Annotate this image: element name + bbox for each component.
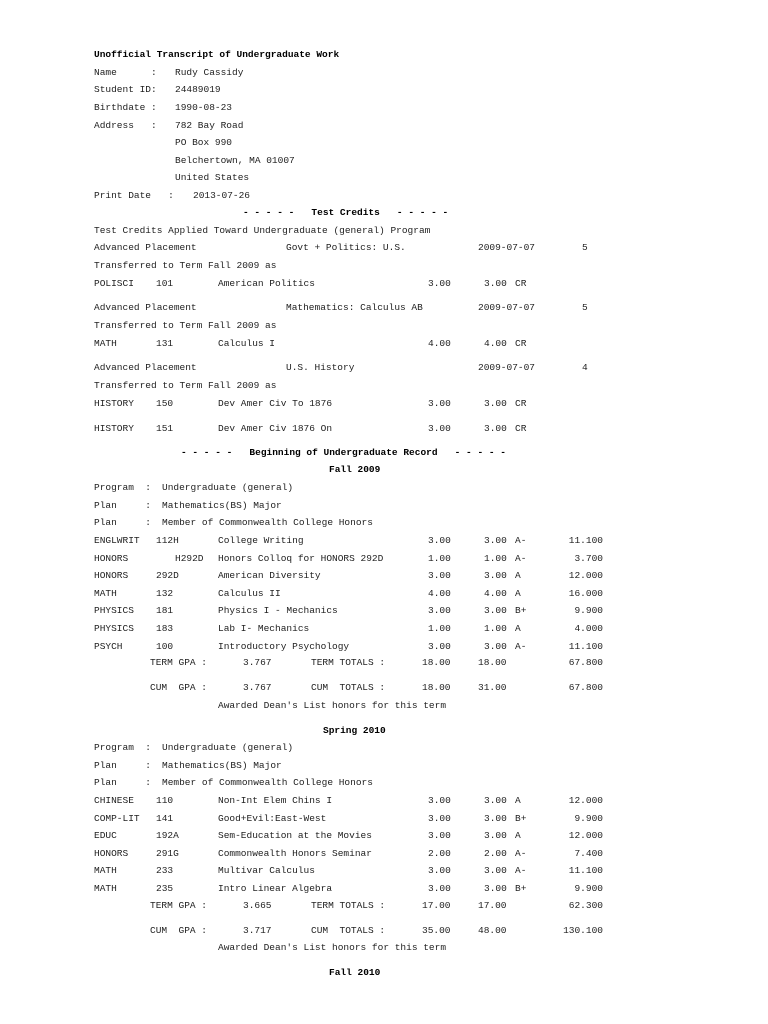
print-date: 2013-07-26	[193, 190, 251, 201]
course-attempted: 3.00	[428, 795, 451, 806]
course-earned: 3.00	[484, 423, 507, 434]
transferred-note: Transferred to Term Fall 2009 as	[94, 380, 277, 391]
cum-gpa-label: CUM GPA :	[150, 682, 208, 693]
course-title: Honors Colloq for HONORS 292D	[218, 552, 384, 564]
cum-gpa: 3.717	[243, 925, 272, 936]
course-number: 183	[156, 623, 174, 634]
course-attempted: 3.00	[428, 398, 451, 409]
cum-earned: 48.00	[478, 925, 507, 936]
record-header: - - - - - Beginning of Undergraduate Record - - - - -	[181, 447, 506, 458]
student-name: Rudy Cassidy	[175, 67, 244, 78]
course-title: Non-Int Elem Chins I	[218, 795, 333, 806]
course-subject: HISTORY	[94, 398, 134, 409]
course-grade: B+	[515, 605, 527, 617]
course-earned: 4.00	[484, 338, 507, 349]
course-number: 132	[156, 587, 174, 599]
test-score: 4	[582, 362, 588, 373]
course-number: 192A	[156, 830, 179, 841]
course-earned: 3.00	[484, 812, 507, 824]
program-value: Undergraduate (general)	[162, 482, 294, 493]
course-earned: 2.00	[484, 847, 507, 859]
course-earned: 3.00	[484, 882, 507, 894]
course-subject: CHINESE	[94, 795, 134, 806]
course-grade: A	[515, 795, 521, 806]
course-attempted: 4.00	[428, 338, 451, 349]
course-grade: CR	[515, 398, 527, 409]
course-subject: HONORS	[94, 552, 129, 564]
cum-totals-label: CUM TOTALS :	[311, 682, 386, 693]
course-number: 110	[156, 795, 174, 806]
term-points: 67.800	[568, 657, 603, 668]
course-subject: MATH	[94, 882, 117, 894]
test-exam: U.S. History	[286, 362, 355, 373]
course-attempted: 3.00	[428, 812, 451, 824]
cum-gpa-label: CUM GPA :	[150, 925, 208, 936]
cum-totals-label: CUM TOTALS :	[311, 925, 386, 936]
print-date-label: Print Date :	[94, 190, 174, 201]
course-grade: CR	[515, 423, 527, 434]
course-points: 9.900	[574, 605, 603, 617]
test-date: 2009-07-07	[478, 362, 536, 373]
term-earned: 17.00	[478, 900, 507, 911]
course-title: Sem-Education at the Movies	[218, 830, 372, 841]
test-source: Advanced Placement	[94, 242, 197, 253]
course-number: 141	[156, 812, 174, 824]
course-points: 9.900	[574, 812, 603, 824]
course-title: Good+Evil:East-West	[218, 812, 327, 824]
test-date: 2009-07-07	[478, 242, 536, 253]
test-credits-header: - - - - - Test Credits - - - - -	[243, 207, 449, 218]
course-attempted: 3.00	[428, 423, 451, 434]
course-subject: HISTORY	[94, 423, 134, 434]
course-points: 3.700	[574, 552, 603, 564]
test-score: 5	[582, 242, 588, 253]
course-number: 150	[156, 398, 174, 409]
plan-label: Plan :	[94, 777, 152, 788]
cum-points: 67.800	[568, 682, 603, 693]
course-title: Calculus II	[218, 587, 281, 599]
test-date: 2009-07-07	[478, 302, 536, 313]
course-points: 11.100	[568, 535, 603, 546]
course-attempted: 3.00	[428, 605, 451, 617]
course-subject: ENGLWRIT	[94, 535, 140, 546]
plan-label: Plan :	[94, 500, 152, 511]
course-subject: MATH	[94, 338, 117, 349]
plan-label: Plan :	[94, 760, 152, 771]
cum-points: 130.100	[563, 925, 603, 936]
course-number: 131	[156, 338, 174, 349]
course-earned: 3.00	[484, 535, 507, 546]
address-line: 782 Bay Road	[175, 120, 244, 131]
term-totals-label: TERM TOTALS :	[311, 657, 386, 668]
course-grade: A-	[515, 865, 527, 876]
course-grade: A	[515, 587, 521, 599]
document-title: Unofficial Transcript of Undergraduate Work	[94, 49, 340, 60]
course-earned: 3.00	[484, 865, 507, 876]
term-heading: Fall 2010	[329, 967, 381, 978]
course-attempted: 3.00	[428, 640, 451, 652]
student-id: 24489019	[175, 84, 221, 95]
course-attempted: 3.00	[428, 882, 451, 894]
course-title: American Politics	[218, 278, 315, 289]
course-points: 11.100	[568, 865, 603, 876]
course-attempted: 3.00	[428, 535, 451, 546]
term-attempted: 17.00	[422, 900, 451, 911]
course-earned: 3.00	[484, 795, 507, 806]
course-number: 291G	[156, 847, 179, 859]
course-earned: 3.00	[484, 830, 507, 841]
course-grade: B+	[515, 882, 527, 894]
plan-value: Mathematics(BS) Major	[162, 500, 282, 511]
birthdate: 1990-08-23	[175, 102, 233, 113]
term-gpa: 3.767	[243, 657, 272, 668]
course-attempted: 2.00	[428, 847, 451, 859]
course-number: 100	[156, 640, 174, 652]
transferred-note: Transferred to Term Fall 2009 as	[94, 320, 277, 331]
course-subject: HONORS	[94, 847, 129, 859]
honors-note: Awarded Dean's List honors for this term	[218, 700, 447, 711]
course-title: Commonwealth Honors Seminar	[218, 847, 372, 859]
term-earned: 18.00	[478, 657, 507, 668]
course-attempted: 4.00	[428, 587, 451, 599]
course-grade: A-	[515, 552, 527, 564]
course-subject: PHYSICS	[94, 623, 134, 634]
course-title: Dev Amer Civ 1876 On	[218, 423, 333, 434]
course-subject: EDUC	[94, 830, 117, 841]
course-attempted: 1.00	[428, 552, 451, 564]
course-title: Multivar Calculus	[218, 865, 315, 876]
course-grade: A-	[515, 640, 527, 652]
address-label: Address :	[94, 120, 157, 131]
test-source: Advanced Placement	[94, 302, 197, 313]
course-number: 292D	[156, 570, 179, 582]
test-exam: Govt + Politics: U.S.	[286, 242, 406, 253]
course-attempted: 3.00	[428, 865, 451, 876]
term-attempted: 18.00	[422, 657, 451, 668]
term-gpa-label: TERM GPA :	[150, 657, 208, 668]
term-gpa: 3.665	[243, 900, 272, 911]
address-line: PO Box 990	[175, 137, 233, 148]
course-attempted: 1.00	[428, 623, 451, 634]
course-number: 112H	[156, 535, 179, 546]
course-earned: 3.00	[484, 398, 507, 409]
course-attempted: 3.00	[428, 278, 451, 289]
course-earned: 3.00	[484, 278, 507, 289]
course-earned: 3.00	[484, 640, 507, 652]
term-gpa-label: TERM GPA :	[150, 900, 208, 911]
course-title: American Diversity	[218, 570, 321, 582]
term-totals-label: TERM TOTALS :	[311, 900, 386, 911]
program-label: Program :	[94, 482, 152, 493]
test-source: Advanced Placement	[94, 362, 197, 373]
course-grade: A-	[515, 535, 527, 546]
course-grade: A	[515, 570, 521, 582]
course-number: 235	[156, 882, 174, 894]
course-grade: CR	[515, 278, 527, 289]
test-score: 5	[582, 302, 588, 313]
course-grade: A	[515, 623, 521, 634]
course-subject: COMP-LIT	[94, 812, 140, 824]
course-subject: HONORS	[94, 570, 129, 582]
course-points: 11.100	[568, 640, 603, 652]
name-label: Name :	[94, 67, 157, 78]
course-number: 233	[156, 865, 174, 876]
cum-attempted: 18.00	[422, 682, 451, 693]
course-title: Dev Amer Civ To 1876	[218, 398, 333, 409]
course-subject: MATH	[94, 587, 117, 599]
course-points: 4.000	[574, 623, 603, 634]
birthdate-label: Birthdate :	[94, 102, 157, 113]
course-title: Intro Linear Algebra	[218, 882, 333, 894]
course-title: Physics I - Mechanics	[218, 605, 338, 617]
course-points: 9.900	[574, 882, 603, 894]
test-exam: Mathematics: Calculus AB	[286, 302, 423, 313]
program-label: Program :	[94, 742, 152, 753]
course-earned: 3.00	[484, 605, 507, 617]
course-title: Calculus I	[218, 338, 276, 349]
program-value: Undergraduate (general)	[162, 742, 294, 753]
course-number: 101	[156, 278, 174, 289]
course-number: 181	[156, 605, 174, 617]
course-earned: 1.00	[484, 623, 507, 634]
course-points: 16.000	[568, 587, 603, 599]
course-earned: 4.00	[484, 587, 507, 599]
course-grade: CR	[515, 338, 527, 349]
course-earned: 3.00	[484, 570, 507, 582]
transferred-note: Transferred to Term Fall 2009 as	[94, 260, 277, 271]
course-attempted: 3.00	[428, 830, 451, 841]
course-points: 12.000	[568, 570, 603, 582]
course-title: College Writing	[218, 535, 304, 546]
course-number: H292D	[175, 552, 204, 564]
course-points: 12.000	[568, 795, 603, 806]
term-points: 62.300	[568, 900, 603, 911]
term-heading: Fall 2009	[329, 464, 381, 475]
course-points: 12.000	[568, 830, 603, 841]
address-line: United States	[175, 172, 250, 183]
term-heading: Spring 2010	[323, 725, 386, 736]
course-grade: B+	[515, 812, 527, 824]
course-earned: 1.00	[484, 552, 507, 564]
cum-gpa: 3.767	[243, 682, 272, 693]
course-subject: MATH	[94, 865, 117, 876]
test-credits-intro: Test Credits Applied Toward Undergraduate (general) Program	[94, 225, 431, 236]
honors-note: Awarded Dean's List honors for this term	[218, 942, 447, 953]
plan-label: Plan :	[94, 517, 152, 528]
course-title: Lab I- Mechanics	[218, 623, 310, 634]
course-subject: POLISCI	[94, 278, 134, 289]
course-attempted: 3.00	[428, 570, 451, 582]
course-grade: A	[515, 830, 521, 841]
course-grade: A-	[515, 847, 527, 859]
course-subject: PSYCH	[94, 640, 123, 652]
plan-value: Mathematics(BS) Major	[162, 760, 282, 771]
address-line: Belchertown, MA 01007	[175, 155, 295, 166]
student-id-label: Student ID:	[94, 84, 157, 95]
plan-value: Member of Commonwealth College Honors	[162, 777, 373, 788]
cum-earned: 31.00	[478, 682, 507, 693]
plan-value: Member of Commonwealth College Honors	[162, 517, 373, 528]
course-number: 151	[156, 423, 174, 434]
cum-attempted: 35.00	[422, 925, 451, 936]
course-points: 7.400	[574, 847, 603, 859]
course-title: Introductory Psychology	[218, 640, 350, 652]
course-subject: PHYSICS	[94, 605, 134, 617]
